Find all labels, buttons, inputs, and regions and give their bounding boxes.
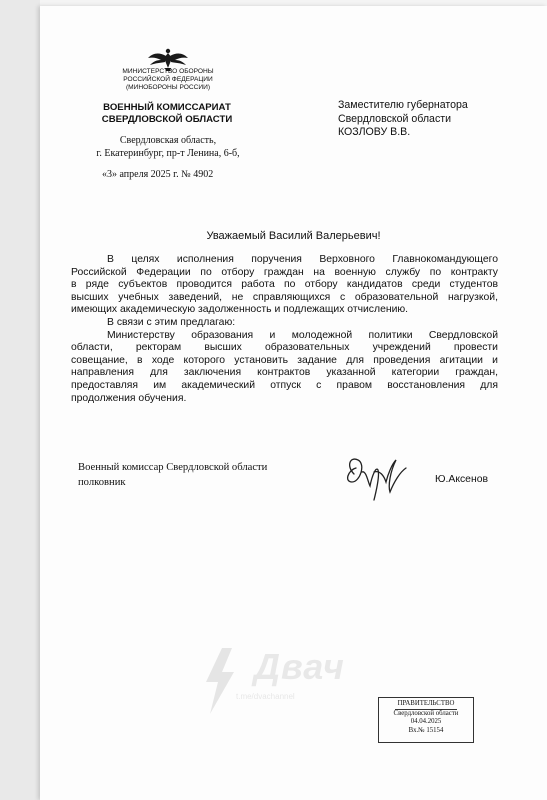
body-line: совещание, в ходе которого установить задание для проведения агитации и bbox=[71, 354, 498, 366]
address-line-1: Свердловская область, bbox=[119, 135, 217, 146]
signatory-title bbox=[78, 460, 308, 490]
body-line: высших учебных заведений, не справляющихся с образовательной нагрузкой, bbox=[71, 291, 498, 303]
letter-body bbox=[71, 254, 498, 405]
addressee-line-2: Свердловской области bbox=[338, 112, 452, 125]
body-line: Российской Федерации по отбору граждан на военную службу по контракту bbox=[71, 266, 498, 278]
handwritten-signature-icon bbox=[340, 452, 410, 502]
ministry-line-2: РОССИЙСКОЙ ФЕДЕРАЦИИ bbox=[123, 76, 213, 83]
body-line: направления для заключения контрактов указанной категории граждан, bbox=[71, 367, 498, 379]
organization-address bbox=[86, 134, 250, 160]
body-line: области, ректорам высших образовательных учреждений провести bbox=[71, 342, 498, 354]
watermark-logo-text: Двач bbox=[254, 646, 345, 687]
stamp-line-1: ПРАВИТЕЛЬСТВО bbox=[395, 700, 457, 710]
addressee-line-1: Заместителю губернатора bbox=[338, 99, 468, 111]
body-line: В целях исполнения поручения Верховного Главнокомандующего bbox=[107, 254, 498, 265]
body-line: имеющих академическую задолженность и подлежащих отчислению. bbox=[71, 304, 409, 316]
organization-name bbox=[92, 102, 242, 126]
watermark-subtext: t.me/dvachannel bbox=[236, 692, 295, 701]
body-line: продолжения обучения. bbox=[71, 392, 187, 404]
address-line-2: г. Екатеринбург, пр-т Ленина, 6-б, bbox=[96, 148, 240, 159]
stamp-incoming-number: Вх.№ 15154 bbox=[408, 726, 444, 734]
page-left-margin bbox=[0, 0, 40, 800]
paragraph-2 bbox=[71, 317, 498, 330]
ministry-line-1: МИНИСТЕРСТВО ОБОРОНЫ bbox=[122, 68, 214, 75]
stamp-date: 04.04.2025 bbox=[410, 718, 442, 726]
body-line: Министерству образования и молодежной политики Свердловской bbox=[107, 329, 498, 341]
stamp-line-2: Свердловской области bbox=[393, 709, 459, 717]
date-and-number: «3» апреля 2025 г. № 4902 bbox=[102, 169, 214, 180]
org-line-2: СВЕРДЛОВСКОЙ ОБЛАСТИ bbox=[101, 114, 233, 125]
greeting: Уважаемый Василий Валерьевич! bbox=[206, 230, 381, 242]
letter-sheet bbox=[40, 6, 547, 800]
signatory-rank: полковник bbox=[78, 477, 126, 488]
ministry-name bbox=[110, 68, 226, 92]
addressee-block bbox=[338, 99, 498, 140]
body-line: в ряде субъектов проводится работа по отбору кандидатов среди студентов bbox=[71, 279, 498, 291]
body-line: В связи с этим предлагаю: bbox=[107, 316, 236, 328]
paragraph-1 bbox=[71, 254, 498, 317]
body-line: предоставляя им академический отпуск с правом восстановления для bbox=[71, 379, 498, 391]
signatory-title-line-1: Военный комиссар Свердловской области bbox=[78, 462, 268, 473]
org-line-1: ВОЕННЫЙ КОМИССАРИАТ bbox=[103, 102, 231, 113]
paragraph-3 bbox=[71, 330, 498, 406]
signatory-name: Ю.Аксенов bbox=[435, 474, 488, 485]
addressee-line-3: КОЗЛОВУ В.В. bbox=[338, 126, 411, 138]
registration-stamp bbox=[378, 697, 474, 743]
ministry-line-3: (МИНОБОРОНЫ РОССИИ) bbox=[125, 84, 211, 91]
